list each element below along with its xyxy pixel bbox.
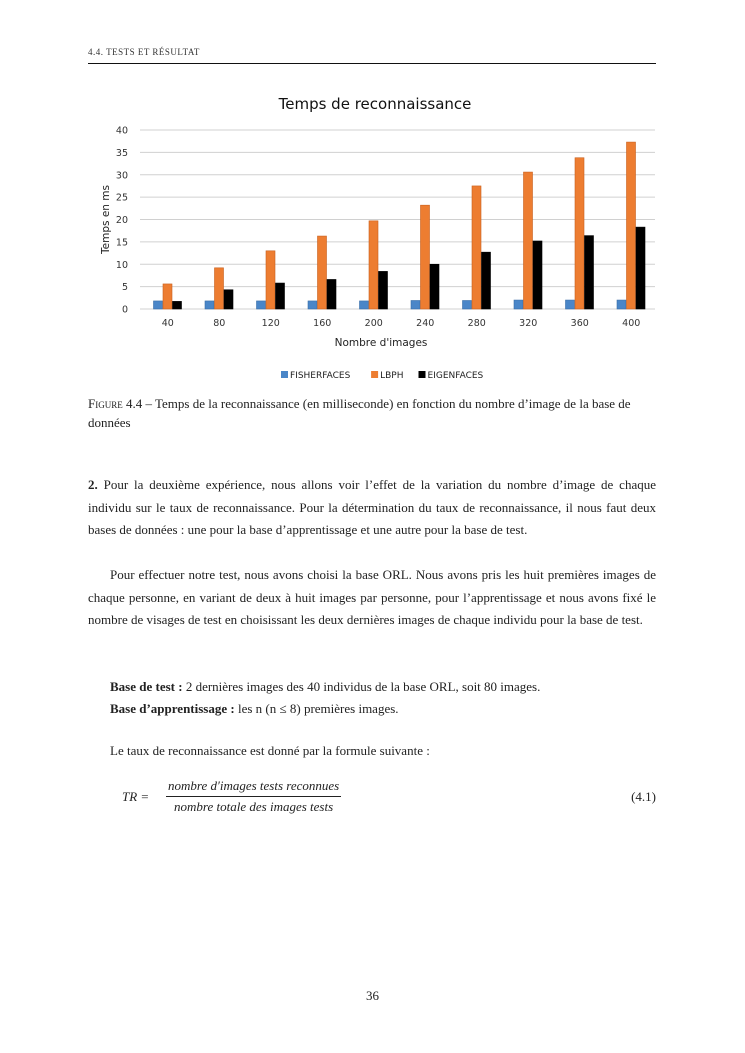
bar-lbph — [215, 268, 224, 309]
y-axis-label: Temps en ms — [100, 185, 112, 254]
bar-eigenfaces — [173, 301, 182, 309]
paragraph-1-text: Pour la deuxième expérience, nous allons voir l’effet de la variation du nombre d’image de chaque individu sur le taux de reconnaissance. Pour la détermination du taux de reconnaissance, il nous faut deux bases de données : une pour la base d’apprentissage et une autre pour la base de test. — [88, 477, 656, 537]
x-tick-label: 400 — [622, 318, 641, 329]
figure-caption-text: – Temps de la reconnaissance (en milliseconde) en fonction du nombre d’image de la base de données — [88, 396, 631, 430]
train-base-label: Base d’apprentissage : — [110, 701, 235, 716]
y-tick-label: 10 — [115, 259, 128, 271]
figure-label: Figure 4.4 — [88, 396, 143, 411]
bar-lbph — [318, 236, 327, 309]
bar-fisherfaces — [566, 300, 575, 309]
test-base-text: 2 dernières images des 40 individus de la base ORL, soit 80 images. — [182, 679, 541, 694]
legend-label: EIGENFACES — [427, 371, 484, 381]
bar-fisherfaces — [411, 300, 420, 309]
bar-lbph — [472, 186, 481, 309]
x-axis-label: Nombre d'images — [334, 337, 428, 349]
bar-eigenfaces — [224, 290, 233, 309]
bar-lbph — [163, 284, 172, 309]
item-number: 2. — [88, 477, 98, 492]
x-tick-label: 160 — [313, 318, 332, 329]
bar-eigenfaces — [585, 236, 594, 309]
running-header: 4.4. TESTS ET RÉSULTAT — [88, 47, 200, 57]
bar-lbph — [369, 221, 378, 309]
bar-fisherfaces — [617, 300, 626, 309]
formula-intro: Le taux de reconnaissance est donné par la formule suivante : — [110, 743, 430, 758]
y-tick-label: 0 — [121, 304, 128, 316]
bar-lbph — [524, 172, 533, 309]
y-tick-label: 5 — [121, 282, 128, 294]
bar-lbph — [575, 158, 584, 309]
bar-lbph — [421, 205, 430, 309]
x-tick-label: 200 — [364, 318, 383, 329]
legend-label: FISHERFACES — [290, 371, 351, 381]
bar-eigenfaces — [379, 271, 388, 309]
x-tick-label: 280 — [467, 318, 486, 329]
y-tick-label: 30 — [115, 170, 128, 182]
bar-fisherfaces — [360, 301, 369, 309]
x-tick-label: 120 — [261, 318, 280, 329]
bar-eigenfaces — [482, 252, 491, 309]
test-base-definition — [110, 676, 656, 698]
y-tick-label: 20 — [115, 215, 128, 226]
bar-fisherfaces — [463, 300, 472, 309]
bar-lbph — [266, 251, 275, 309]
chart-title: Temps de reconnaissance — [278, 95, 472, 113]
header-rule — [88, 63, 656, 64]
bar-eigenfaces — [327, 279, 336, 309]
bar-fisherfaces — [308, 301, 317, 309]
test-base-label: Base de test : — [110, 679, 183, 694]
x-tick-label: 320 — [519, 318, 538, 329]
legend-label: LBPH — [380, 371, 404, 381]
chart-svg — [95, 90, 660, 390]
bar-eigenfaces — [276, 283, 285, 309]
bar-fisherfaces — [257, 301, 266, 309]
bar-fisherfaces — [514, 300, 523, 309]
equation-denominator: nombre totale des images tests — [174, 799, 334, 814]
legend-swatch-lbph — [371, 371, 378, 378]
page-number: 36 — [366, 988, 379, 1003]
figure-caption — [88, 394, 656, 432]
bar-eigenfaces — [533, 241, 542, 309]
equation-numerator: nombre d′images tests reconnues — [166, 778, 341, 797]
equation-lhs: TR = — [122, 789, 150, 804]
legend-swatch-eigenfaces — [419, 371, 426, 378]
train-base-text: les n (n ≤ 8) premières images. — [234, 701, 399, 716]
x-tick-label: 360 — [570, 318, 589, 329]
bar-fisherfaces — [154, 301, 163, 309]
legend-swatch-fisherfaces — [281, 371, 288, 378]
bar-chart — [95, 90, 660, 390]
bar-lbph — [627, 142, 636, 309]
paragraph-1 — [88, 474, 656, 542]
y-tick-label: 40 — [115, 125, 128, 137]
paragraph-2: Pour effectuer notre test, nous avons choisi la base ORL. Nous avons pris les huit premières images de chaque personne, en variant de deux à huit images par personne, pour l’apprentissage et nous avons fixé le nombre de visages de test en choisissant les deux dernières images de chaque individu pour la base de test. — [88, 567, 656, 627]
equation-number: (4.1) — [631, 789, 656, 804]
x-tick-label: 240 — [416, 318, 435, 329]
train-base-definition — [110, 698, 656, 720]
definitions — [110, 676, 656, 720]
y-tick-label: 35 — [115, 147, 128, 159]
y-tick-label: 25 — [115, 192, 128, 204]
equation-fraction — [166, 778, 341, 815]
x-tick-label: 40 — [161, 318, 174, 329]
y-tick-label: 15 — [115, 237, 128, 249]
bar-fisherfaces — [205, 301, 214, 309]
bar-eigenfaces — [636, 227, 645, 309]
bar-eigenfaces — [430, 264, 439, 309]
equation-4-1 — [122, 778, 656, 820]
x-tick-label: 80 — [213, 318, 226, 329]
